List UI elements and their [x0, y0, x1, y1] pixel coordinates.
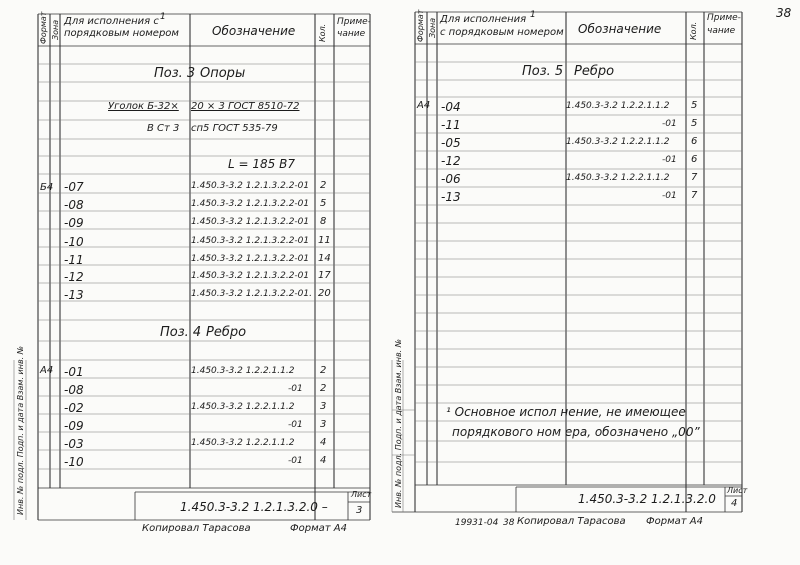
- row-designation: 1.450.3-3.2 1.2.2.1.1.2: [191, 438, 295, 448]
- format-a4: А4: [40, 365, 54, 376]
- row-qty: 3: [320, 419, 327, 430]
- side-stamp-text: Инв. № подл. Подп. и дата Взам. инв. №: [394, 338, 403, 508]
- header-format: Формат: [39, 11, 48, 44]
- header-designation: Обозначение: [212, 24, 296, 38]
- row-number: -13: [64, 288, 84, 302]
- sheet-number: 3: [356, 505, 363, 516]
- side-stamp-text: Инв. № подл. Подп. и дата Взам. инв. №: [16, 345, 25, 515]
- row-number: -09: [64, 216, 84, 230]
- header-designation: Обозначение: [578, 22, 662, 36]
- row-qty: 11: [318, 235, 331, 246]
- stamp-code: 1.450.3-3.2 1.2.1.3.2.0 –: [180, 500, 328, 514]
- row-designation: 1.450.3-3.2 1.2.2.1.1.2: [566, 137, 670, 147]
- header-note-line1: Приме-: [337, 17, 371, 27]
- row-qty: 5: [691, 118, 698, 129]
- row-designation: -01: [662, 119, 677, 129]
- sheet-number: 4: [731, 498, 738, 509]
- row-number: -10: [64, 235, 84, 249]
- row-number: -07: [64, 180, 84, 194]
- row-designation: 1.450.3-3.2 1.2.2.1.1.2: [566, 173, 670, 183]
- row-qty: 7: [691, 172, 698, 183]
- header-format: Формат: [416, 9, 425, 42]
- row-qty: 5: [320, 198, 327, 209]
- row-number: -04: [441, 100, 461, 114]
- format-a4: А4: [417, 100, 431, 111]
- length-value: L = 185 В7: [228, 157, 295, 171]
- row-number: -05: [441, 136, 461, 150]
- header-qty: Кол.: [318, 23, 327, 42]
- pos3-name: Опоры: [200, 66, 246, 81]
- row-qty: 2: [320, 365, 327, 376]
- page-number: 38: [776, 6, 792, 20]
- row-qty: 2: [320, 383, 327, 394]
- row-qty: 5: [691, 100, 698, 111]
- footer-number: 19931-04: [455, 518, 499, 528]
- header-note-line1: Приме-: [707, 13, 741, 23]
- row-designation: -01: [288, 456, 303, 466]
- header-mark: 1: [530, 10, 536, 20]
- row-qty: 2: [320, 180, 327, 191]
- header-variant-line1: Для исполнения: [440, 14, 527, 25]
- row-designation: 1.450.3-3.2 1.2.1.3.2.2-01: [191, 271, 310, 281]
- row-designation: 1.450.3-3.2 1.2.1.3.2.2-01.: [191, 289, 312, 299]
- row-qty: 8: [320, 216, 327, 227]
- row-qty: 20: [318, 288, 331, 299]
- footnote-line1: ¹ Основное испол нение, не имеющее: [446, 405, 686, 419]
- pos5-name: Ребро: [574, 64, 615, 79]
- row-qty: 3: [320, 401, 327, 412]
- header-qty: Кол.: [689, 21, 698, 40]
- material-2b: сп5 ГОСТ 535-79: [191, 123, 278, 134]
- row-designation: -01: [288, 384, 303, 394]
- row-number: -10: [64, 455, 84, 469]
- row-number: -11: [64, 253, 84, 267]
- row-number: -12: [64, 270, 84, 284]
- row-number: -02: [64, 401, 84, 415]
- pos5-title: Поз. 5: [522, 64, 564, 79]
- row-designation: 1.450.3-3.2 1.2.1.3.2.2-01: [191, 181, 310, 191]
- row-designation: -01: [662, 191, 677, 201]
- format-footer: Формат А4: [646, 516, 703, 527]
- row-designation: 1.450.3-3.2 1.2.1.3.2.2-01: [191, 254, 310, 264]
- row-qty: 7: [691, 190, 698, 201]
- pos4-name: Ребро: [206, 325, 247, 340]
- row-designation: 1.450.3-3.2 1.2.2.1.1.2: [191, 402, 295, 412]
- row-designation: 1.450.3-3.2 1.2.1.3.2.2-01: [191, 199, 310, 209]
- pos3-title: Поз. 3: [154, 66, 196, 81]
- row-qty: 6: [691, 136, 698, 147]
- row-qty: 4: [320, 455, 327, 466]
- row-qty: 4: [320, 437, 327, 448]
- row-designation: -01: [662, 155, 677, 165]
- row-number: -12: [441, 154, 461, 168]
- stamp-code: 1.450.3-3.2 1.2.1.3.2.0: [578, 492, 716, 506]
- copied-by: Копировал Тарасова: [517, 516, 626, 527]
- format-b4: Б4: [40, 182, 54, 193]
- header-zone: Зона: [428, 17, 437, 38]
- header-variant-line2: с порядковым номером: [440, 27, 564, 38]
- sheet-label: Лист: [727, 486, 748, 495]
- row-number: -13: [441, 190, 461, 204]
- copied-by: Копировал Тарасова: [142, 523, 251, 534]
- material-1: Уголок Б-32×: [108, 101, 179, 112]
- footer-38: 38: [503, 518, 515, 528]
- row-number: -03: [64, 437, 84, 451]
- pos4-title: Поз. 4: [160, 325, 202, 340]
- row-number: -01: [64, 365, 84, 379]
- row-number: -08: [64, 198, 84, 212]
- format-footer: Формат А4: [290, 523, 347, 534]
- row-number: -06: [441, 172, 461, 186]
- row-designation: 1.450.3-3.2 1.2.2.1.1.2: [566, 101, 670, 111]
- header-variant-line1: Для исполнения с: [64, 16, 159, 27]
- header-variant-line2: порядковым номером: [64, 28, 179, 39]
- row-number: -09: [64, 419, 84, 433]
- header-zone: Зона: [51, 19, 60, 40]
- header-note-line2: чание: [337, 29, 366, 39]
- row-number: -08: [64, 383, 84, 397]
- row-designation: 1.450.3-3.2 1.2.2.1.1.2: [191, 366, 295, 376]
- row-qty: 14: [318, 253, 331, 264]
- row-designation: -01: [288, 420, 303, 430]
- header-mark: 1: [160, 12, 166, 22]
- header-note-line2: чание: [707, 26, 736, 36]
- row-designation: 1.450.3-3.2 1.2.1.3.2.2-01: [191, 236, 310, 246]
- material-2: В Ст 3: [147, 123, 180, 134]
- row-qty: 17: [318, 270, 331, 281]
- material-1b: 20 × 3 ГОСТ 8510-72: [191, 101, 300, 112]
- row-number: -11: [441, 118, 461, 132]
- footnote-line2: порядкового ном ера, обозначено „00”: [452, 425, 700, 439]
- row-qty: 6: [691, 154, 698, 165]
- row-designation: 1.450.3-3.2 1.2.1.3.2.2-01: [191, 217, 310, 227]
- sheet-label: Лист: [351, 490, 372, 499]
